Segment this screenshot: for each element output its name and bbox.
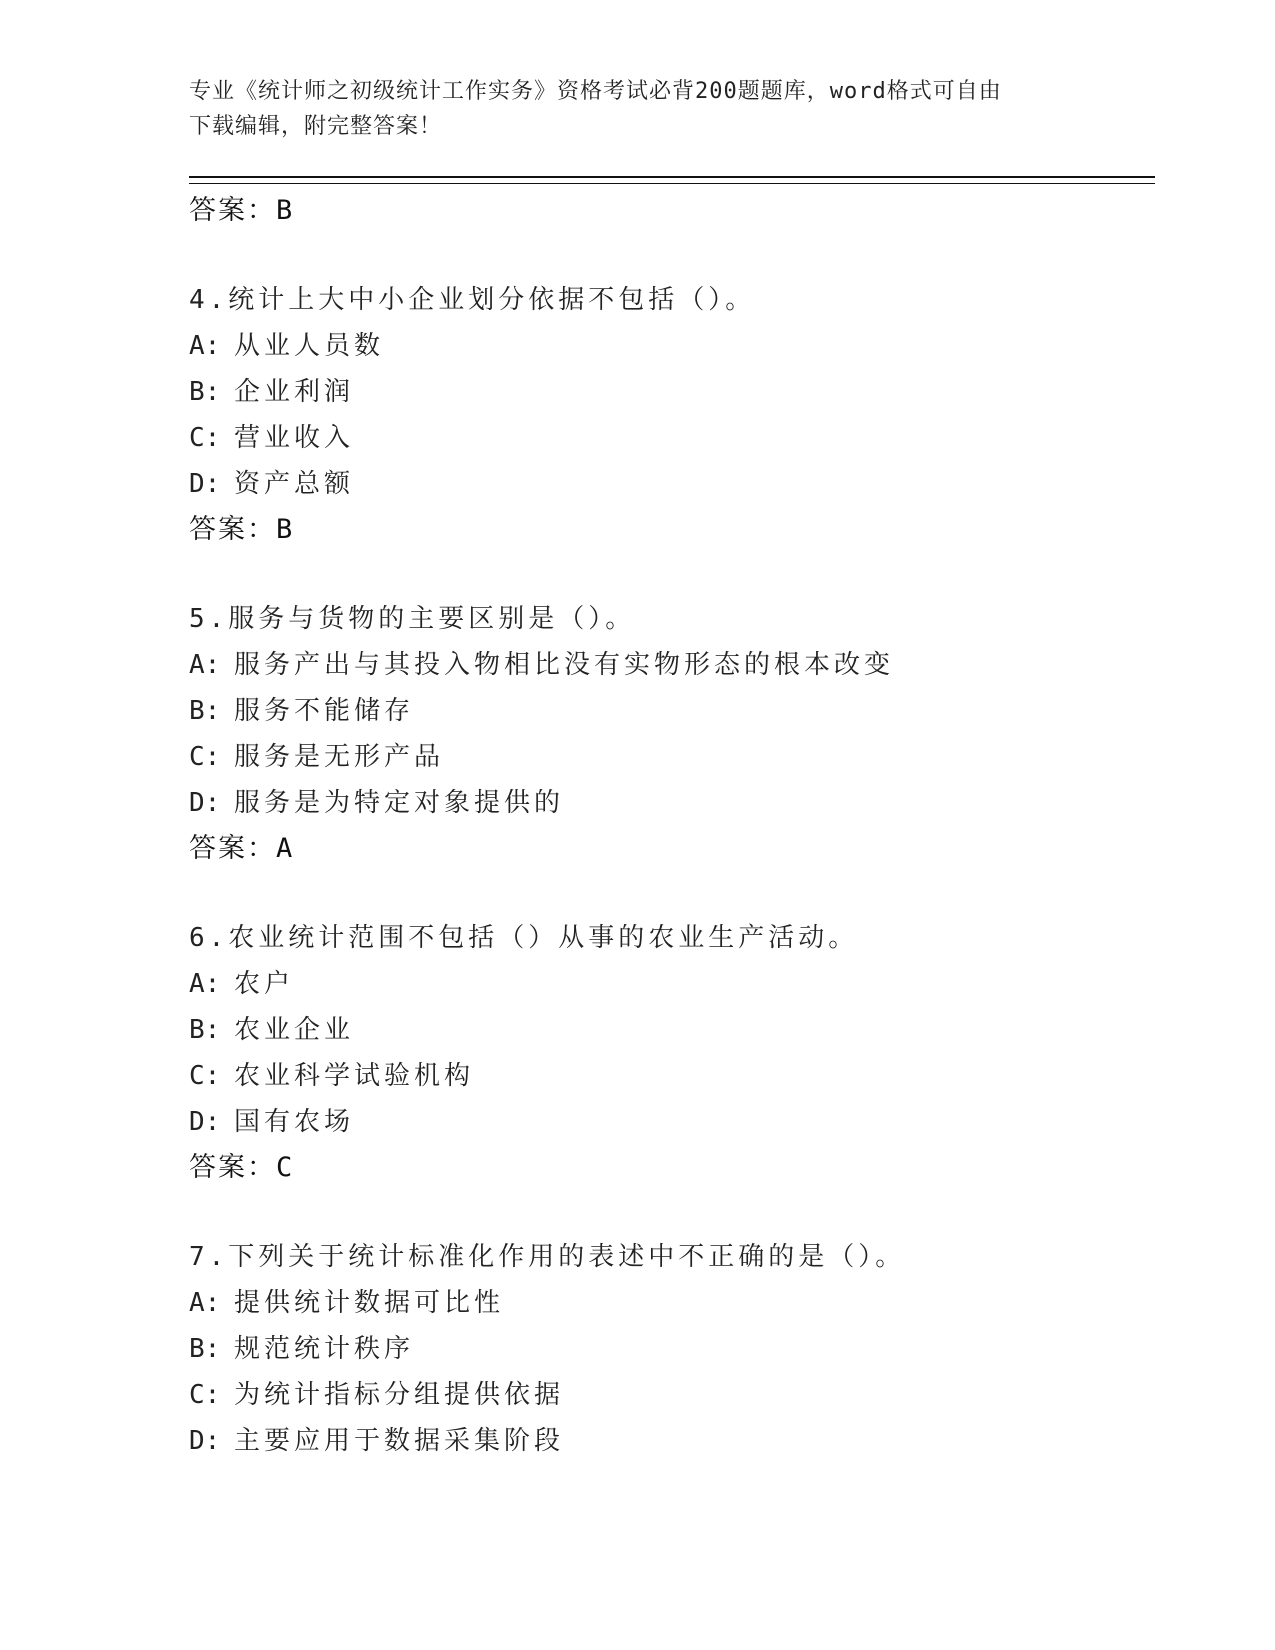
option-text: 农业科学试验机构 (234, 1061, 475, 1091)
question-text: 5.服务与货物的主要区别是（）。 (189, 604, 636, 634)
question-text: 7.下列关于统计标准化作用的表述中不正确的是（）。 (189, 1242, 906, 1272)
question-block (189, 916, 1155, 1191)
option-d (189, 1099, 1155, 1145)
answer-line (189, 507, 1155, 553)
option-letter: B: (189, 377, 221, 407)
option-text: 服务不能储存 (234, 696, 415, 726)
option-text: 主要应用于数据采集阶段 (234, 1426, 565, 1456)
option-c (189, 1372, 1155, 1418)
option-b (189, 1007, 1155, 1053)
option-d (189, 780, 1155, 826)
option-b (189, 369, 1155, 415)
option-d (189, 1418, 1155, 1464)
answer-label: 答案： (189, 514, 276, 545)
option-letter: D: (189, 1426, 221, 1456)
option-letter: A: (189, 969, 221, 999)
option-letter: B: (189, 696, 221, 726)
answer-line (189, 188, 1155, 234)
option-letter: D: (189, 1107, 221, 1137)
header-divider-thick (189, 176, 1155, 178)
option-letter: A: (189, 650, 221, 680)
option-text: 服务是为特定对象提供的 (234, 788, 565, 818)
option-letter: B: (189, 1334, 221, 1364)
answer-label: 答案： (189, 833, 276, 864)
option-text: 为统计指标分组提供依据 (234, 1380, 565, 1410)
header-divider-thin (189, 183, 1155, 184)
option-text: 从业人员数 (234, 331, 385, 361)
option-letter: D: (189, 788, 221, 818)
answer-label: 答案： (189, 195, 276, 226)
option-letter: D: (189, 469, 221, 499)
option-b (189, 688, 1155, 734)
option-text: 资产总额 (234, 469, 355, 499)
question-block (189, 278, 1155, 553)
answer-value: A (276, 833, 293, 864)
option-letter: C: (189, 423, 221, 453)
option-text: 国有农场 (234, 1107, 355, 1137)
option-letter: A: (189, 331, 221, 361)
option-a (189, 961, 1155, 1007)
answer-value: B (276, 195, 293, 226)
option-text: 营业收入 (234, 423, 355, 453)
answer-value: C (276, 1152, 293, 1183)
question-block (189, 597, 1155, 872)
option-text: 服务是无形产品 (234, 742, 445, 772)
option-c (189, 415, 1155, 461)
option-text: 农户 (234, 969, 295, 999)
option-text: 农业企业 (234, 1015, 355, 1045)
option-letter: C: (189, 742, 221, 772)
answer-label: 答案： (189, 1152, 276, 1183)
option-letter: C: (189, 1061, 221, 1091)
option-c (189, 734, 1155, 780)
answer-line (189, 1145, 1155, 1191)
question-block (189, 1235, 1155, 1464)
option-b (189, 1326, 1155, 1372)
answer-line (189, 826, 1155, 872)
option-text: 服务产出与其投入物相比没有实物形态的根本改变 (234, 650, 895, 680)
question-text: 6.农业统计范围不包括（）从事的农业生产活动。 (189, 923, 859, 953)
header-line-2: 下载编辑，附完整答案！ (189, 114, 443, 139)
option-a (189, 323, 1155, 369)
option-c (189, 1053, 1155, 1099)
question-text: 4.统计上大中小企业划分依据不包括（）。 (189, 285, 756, 315)
option-text: 提供统计数据可比性 (234, 1288, 505, 1318)
option-letter: B: (189, 1015, 221, 1045)
header-line-1: 专业《统计师之初级统计工作实务》资格考试必背200题题库，word格式可自由 (189, 79, 1002, 104)
option-a (189, 642, 1155, 688)
answer-value: B (276, 514, 293, 545)
option-letter: A: (189, 1288, 221, 1318)
option-letter: C: (189, 1380, 221, 1410)
question-list (189, 188, 1155, 1464)
option-text: 企业利润 (234, 377, 355, 407)
option-d (189, 461, 1155, 507)
option-a (189, 1280, 1155, 1326)
document-header (189, 74, 1089, 144)
option-text: 规范统计秩序 (234, 1334, 415, 1364)
